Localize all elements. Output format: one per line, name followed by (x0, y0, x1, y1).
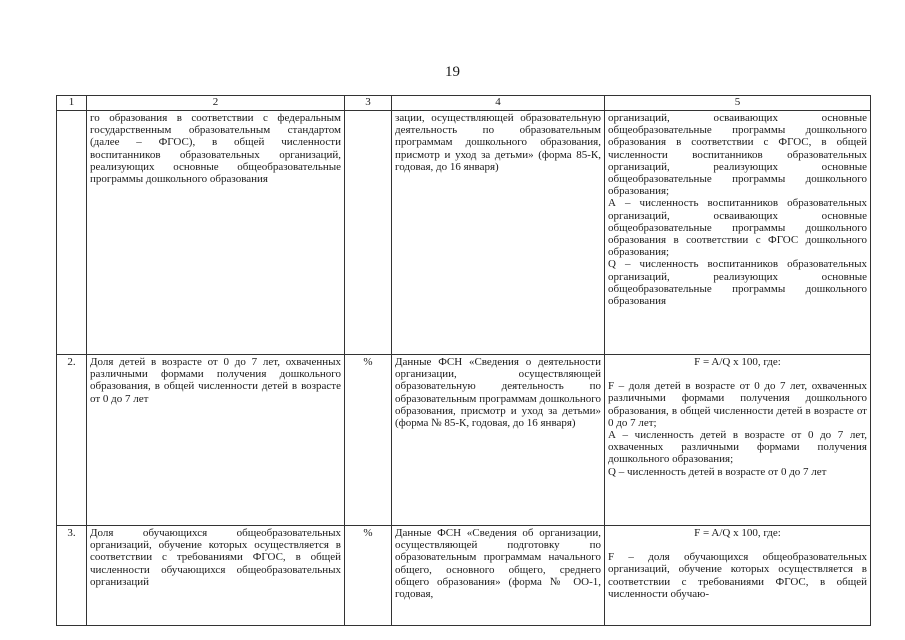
method-cell (605, 526, 871, 626)
method-paragraph: Q – численность детей в возрасте от 0 до 7 лет (608, 465, 827, 478)
source-cell: зации, осуществляющей образовательную деятельность по образовательным программам дошкольного образования, присмотр и уход за детьми» (форма 85-К, годовая, до 16 января) (392, 111, 605, 355)
indicator-cell: Доля детей в возрасте от 0 до 7 лет, охваченных различными формами получения дошкольного образования, в общей численности детей в возрасте от 0 до 7 лет (87, 355, 345, 526)
method-paragraph: А – численность детей в возрасте от 0 до 7 лет, охваченных различными формами получения дошкольного образования; (608, 429, 867, 466)
source-cell: Данные ФСН «Сведения об организации, осуществляющей подготовку по образовательным программам начального общего, основного общего, среднего общего образования» (форма № ОО-1, годовая, (392, 526, 605, 626)
formula: F = A/Q x 100, где: (694, 356, 781, 368)
column-header: 4 (392, 96, 605, 111)
row-number: 2. (57, 355, 87, 526)
unit-cell: % (345, 355, 392, 526)
table-header-row (57, 96, 871, 111)
column-header: 1 (57, 96, 87, 111)
row-number: 3. (57, 526, 87, 626)
indicators-table (56, 95, 871, 626)
source-cell: Данные ФСН «Сведения о деятельности организации, осуществляющей образовательную деятельность по образовательным программам дошкольного образования, присмотр и уход за детьми» (форма № 85-К, годовая, до 16 января) (392, 355, 605, 526)
method-paragraph: Q – численность воспитанников образовательных организаций, реализующих основные общеобразовательные программы дошкольного образования (608, 258, 867, 308)
method-paragraph: F – доля детей в возрасте от 0 до 7 лет, охваченных различными формами получения дошкольного образования, в общей численности детей в возрасте от 0 до 7 лет; (608, 380, 867, 429)
method-paragraph: F – доля обучающихся общеобразовательных организаций, обучение которых осуществляется в соответствии с требованиями ФГОС, в общей численности обучаю- (608, 551, 867, 600)
indicator-cell: Доля обучающихся общеобразовательных организаций, обучение которых осуществляется в соответствии с требованиями ФГОС, в общей численности обучающихся общеобразовательных организаций (87, 526, 345, 626)
method-cell (605, 111, 871, 355)
method-cell (605, 355, 871, 526)
table-row (57, 111, 871, 355)
column-header: 2 (87, 96, 345, 111)
table-row (57, 355, 871, 526)
method-paragraph: организаций, осваивающих основные общеобразовательные программы дошкольного образования в соответствии с ФГОС, в общей численности воспитанников образовательных организаций, реализующих основные общеобразовательные программы дошкольного образования; (608, 112, 867, 198)
column-header: 3 (345, 96, 392, 111)
method-paragraph: А – численность воспитанников образовательных организаций, осваивающих основные общеобразовательные программы дошкольного образования в соответствии с ФГОС дошкольного образования; (608, 197, 867, 259)
unit-cell: % (345, 526, 392, 626)
formula: F = A/Q x 100, где: (694, 527, 781, 539)
table-row (57, 526, 871, 626)
page-number: 19 (445, 64, 460, 80)
row-number (57, 111, 87, 355)
column-header: 5 (605, 96, 871, 111)
unit-cell (345, 111, 392, 355)
indicator-cell: го образования в соответствии с федеральным государственным образовательным стандартом (далее – ФГОС), в общей численности воспитанников образовательных организаций, реализующих основные общеобразовательные программы дошкольного образования (87, 111, 345, 355)
